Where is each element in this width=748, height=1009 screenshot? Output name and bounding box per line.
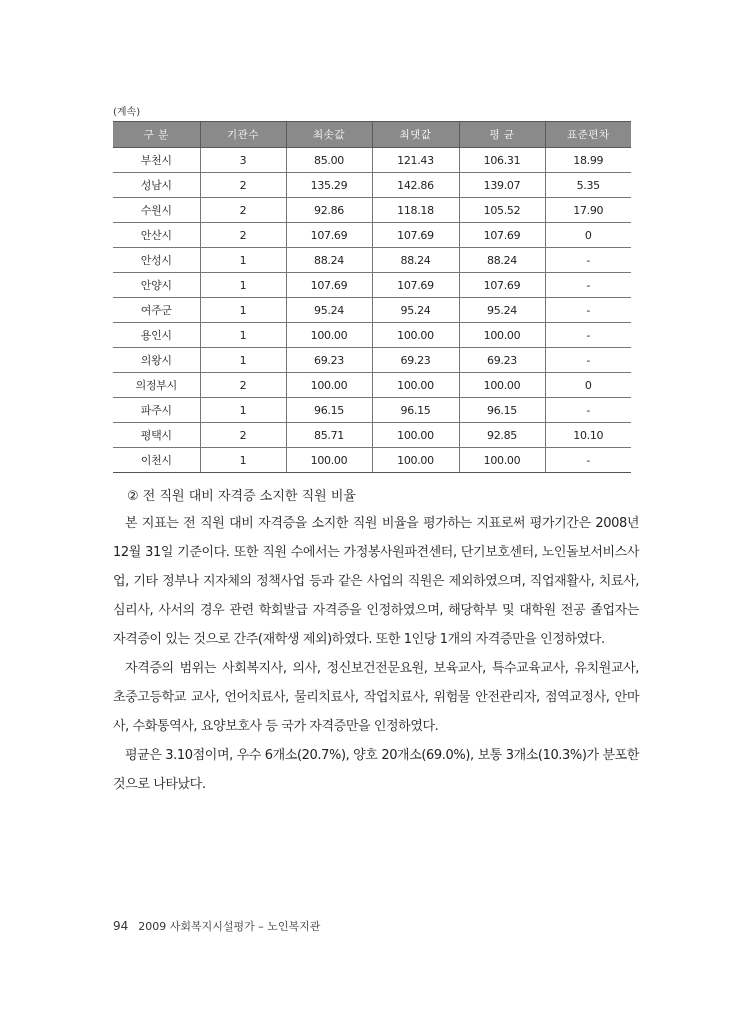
cell-category: 평택시 xyxy=(113,423,200,448)
cell-count: 2 xyxy=(200,423,286,448)
table-row xyxy=(113,223,631,248)
table-row xyxy=(113,348,631,373)
cell-min: 100.00 xyxy=(286,323,372,348)
cell-category: 안성시 xyxy=(113,248,200,273)
table-row xyxy=(113,373,631,398)
cell-category: 의정부시 xyxy=(113,373,200,398)
column-header-count: 기관수 xyxy=(200,122,286,148)
page-number: 94 xyxy=(113,919,129,933)
cell-mean: 69.23 xyxy=(459,348,545,373)
table-row xyxy=(113,173,631,198)
cell-min: 92.86 xyxy=(286,198,372,223)
section-heading: ② 전 직원 대비 자격증 소지한 직원 비율 xyxy=(127,489,356,504)
table-row xyxy=(113,248,631,273)
cell-min: 96.15 xyxy=(286,398,372,423)
cell-count: 1 xyxy=(200,448,286,473)
cell-category: 부천시 xyxy=(113,148,200,173)
cell-max: 142.86 xyxy=(372,173,459,198)
cell-mean: 100.00 xyxy=(459,448,545,473)
cell-max: 118.18 xyxy=(372,198,459,223)
cell-category: 용인시 xyxy=(113,323,200,348)
cell-mean: 95.24 xyxy=(459,298,545,323)
cell-stddev: - xyxy=(545,248,631,273)
paragraph: 자격증의 범위는 사회복지사, 의사, 정신보건전문요원, 보육교사, 특수교육교사, 유치원교사, 초중고등학교 교사, 언어치료사, 물리치료사, 작업치료사, 위험물 안전관리자, 점역교정사, 안마사, 수화통역사, 요양보호사 등 국가 자격증만을 인정하였다. xyxy=(113,661,639,734)
cell-min: 100.00 xyxy=(286,373,372,398)
cell-min: 135.29 xyxy=(286,173,372,198)
cell-stddev: - xyxy=(545,448,631,473)
cell-category: 파주시 xyxy=(113,398,200,423)
cell-count: 2 xyxy=(200,223,286,248)
cell-count: 2 xyxy=(200,198,286,223)
column-header-max: 최댓값 xyxy=(372,122,459,148)
table-row xyxy=(113,323,631,348)
cell-max: 88.24 xyxy=(372,248,459,273)
cell-mean: 105.52 xyxy=(459,198,545,223)
cell-category: 여주군 xyxy=(113,298,200,323)
cell-max: 121.43 xyxy=(372,148,459,173)
table-row xyxy=(113,298,631,323)
column-header-category: 구 분 xyxy=(113,122,200,148)
cell-category: 이천시 xyxy=(113,448,200,473)
cell-category: 성남시 xyxy=(113,173,200,198)
column-header-mean: 평 균 xyxy=(459,122,545,148)
cell-count: 1 xyxy=(200,348,286,373)
cell-max: 96.15 xyxy=(372,398,459,423)
cell-max: 69.23 xyxy=(372,348,459,373)
table-row xyxy=(113,448,631,473)
cell-max: 100.00 xyxy=(372,373,459,398)
table-body xyxy=(113,148,631,473)
cell-stddev: 18.99 xyxy=(545,148,631,173)
cell-count: 1 xyxy=(200,323,286,348)
cell-stddev: - xyxy=(545,298,631,323)
cell-max: 107.69 xyxy=(372,223,459,248)
cell-count: 3 xyxy=(200,148,286,173)
cell-min: 107.69 xyxy=(286,273,372,298)
cell-stddev: 17.90 xyxy=(545,198,631,223)
statistics-table xyxy=(113,121,631,473)
table-header-row xyxy=(113,122,631,148)
table-row xyxy=(113,148,631,173)
cell-min: 69.23 xyxy=(286,348,372,373)
cell-category: 수원시 xyxy=(113,198,200,223)
cell-mean: 92.85 xyxy=(459,423,545,448)
cell-count: 2 xyxy=(200,373,286,398)
table-continued-note: (계속) xyxy=(113,107,141,118)
cell-mean: 107.69 xyxy=(459,223,545,248)
cell-stddev: 5.35 xyxy=(545,173,631,198)
cell-max: 100.00 xyxy=(372,423,459,448)
cell-stddev: - xyxy=(545,273,631,298)
cell-category: 안양시 xyxy=(113,273,200,298)
cell-min: 100.00 xyxy=(286,448,372,473)
cell-category: 의왕시 xyxy=(113,348,200,373)
table-row xyxy=(113,398,631,423)
table-row xyxy=(113,198,631,223)
footer-title: 2009 사회복지시설평가 – 노인복지관 xyxy=(138,920,321,933)
column-header-min: 최솟값 xyxy=(286,122,372,148)
cell-mean: 106.31 xyxy=(459,148,545,173)
page-footer xyxy=(113,918,320,934)
cell-min: 85.71 xyxy=(286,423,372,448)
paragraph: 본 지표는 전 직원 대비 자격증을 소지한 직원 비율을 평가하는 지표로써 평가기간은 2008년 12월 31일 기준이다. 또한 직원 수에서는 가정봉사원파견센터, 단기보호센터, 노인돌보서비스사업, 기타 정부나 지자체의 정책사업 등과 같은 사업의 직원은 제외하였으며, 직업재활사, 치료사, 심리사, 사서의 경우 관련 학회발급 자격증을 인정하였으며, 해당학부 및 대학원 전공 졸업자는 자격증이 있는 것으로 간주(재학생 제외)하였다. 또한 1인당 1개의 자격증만을 인정하였다. xyxy=(113,516,639,647)
cell-mean: 107.69 xyxy=(459,273,545,298)
cell-min: 88.24 xyxy=(286,248,372,273)
cell-max: 100.00 xyxy=(372,323,459,348)
cell-min: 85.00 xyxy=(286,148,372,173)
cell-stddev: - xyxy=(545,398,631,423)
body-text xyxy=(113,509,639,799)
cell-count: 1 xyxy=(200,273,286,298)
cell-count: 1 xyxy=(200,298,286,323)
cell-mean: 100.00 xyxy=(459,373,545,398)
cell-count: 1 xyxy=(200,398,286,423)
cell-max: 95.24 xyxy=(372,298,459,323)
cell-mean: 139.07 xyxy=(459,173,545,198)
cell-max: 100.00 xyxy=(372,448,459,473)
cell-mean: 96.15 xyxy=(459,398,545,423)
cell-stddev: 0 xyxy=(545,223,631,248)
cell-stddev: - xyxy=(545,323,631,348)
column-header-stddev: 표준편차 xyxy=(545,122,631,148)
cell-category: 안산시 xyxy=(113,223,200,248)
cell-min: 107.69 xyxy=(286,223,372,248)
cell-count: 2 xyxy=(200,173,286,198)
paragraph: 평균은 3.10점이며, 우수 6개소(20.7%), 양호 20개소(69.0%), 보통 3개소(10.3%)가 분포한 것으로 나타났다. xyxy=(113,748,639,792)
cell-stddev: - xyxy=(545,348,631,373)
cell-mean: 88.24 xyxy=(459,248,545,273)
cell-stddev: 0 xyxy=(545,373,631,398)
cell-mean: 100.00 xyxy=(459,323,545,348)
cell-max: 107.69 xyxy=(372,273,459,298)
table-row xyxy=(113,423,631,448)
table-row xyxy=(113,273,631,298)
cell-min: 95.24 xyxy=(286,298,372,323)
cell-count: 1 xyxy=(200,248,286,273)
cell-stddev: 10.10 xyxy=(545,423,631,448)
